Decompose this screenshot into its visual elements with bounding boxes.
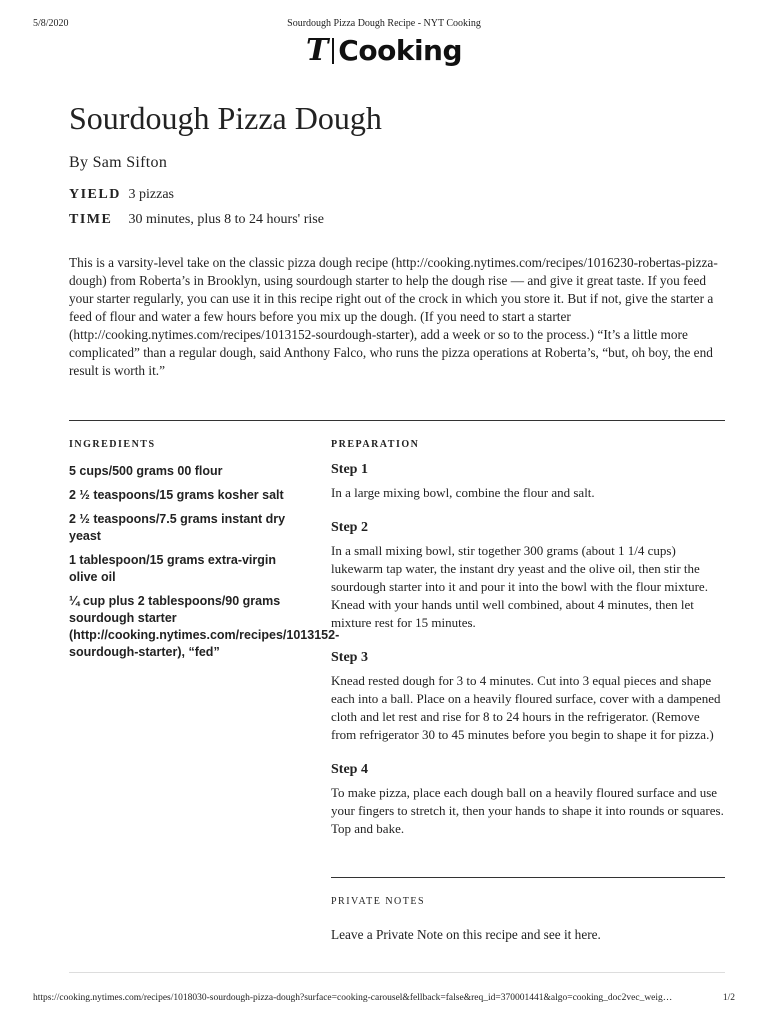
recipe-time	[69, 212, 324, 228]
footer-divider	[69, 972, 725, 973]
step-text: In a small mixing bowl, stir together 300 grams (about 1 1/4 cups) lukewarm tap water, the instant dry yeast and the olive oil, then stir the sourdough starter into it and pour it into the bowl with the flour mixture. Knead with your hands until well combined, about 4 minutes, then let mixture rest for 15 minutes.	[331, 543, 708, 630]
time-label: TIME	[69, 212, 113, 227]
preparation-heading: PREPARATION	[331, 439, 420, 450]
ingredients-list	[69, 463, 340, 668]
recipe-title: Sourdough Pizza Dough	[69, 100, 382, 136]
notes-divider	[331, 877, 725, 878]
ingredient-item-starter-link[interactable]: ¼ cup plus 2 tablespoons/90 grams sourdough starter (http://cooking.nytimes.com/recipes/1013152-sourdough-starter), “fed”	[69, 594, 340, 659]
yield-label: YIELD	[69, 187, 121, 202]
ingredients-heading: INGREDIENTS	[69, 439, 156, 450]
ingredient-item: 1 tablespoon/15 grams extra-virgin olive oil	[69, 553, 277, 584]
print-date: 5/8/2020	[33, 18, 69, 29]
yield-value: 3 pizzas	[128, 187, 174, 202]
print-header	[33, 18, 735, 32]
step-label: Step 2	[331, 520, 368, 535]
step-text: To make pizza, place each dough ball on a heavily floured surface and use your fingers to stretch it, then your hands to shape it into rounds or squares. Top and bake.	[331, 785, 724, 836]
recipe-byline: By Sam Sifton	[69, 154, 168, 171]
print-page-number: 1/2	[722, 993, 735, 1003]
recipe-intro: This is a varsity-level take on the classic pizza dough recipe (http://cooking.nytimes.com/recipes/1016230-robertas-pizza-dough) from Roberta’s in Brooklyn, using sourdough starter to help the dough rise — and give it great taste. If you feed your starter regularly, you can use it in this recipe right out of the crock in which you store it. But if not, give the starter a feed of flour and water a few hours before you mix up the dough. (If you need to start a starter (http://cooking.nytimes.com/recipes/1013152-sourdough-starter), add a week or so to the process.) “It’s a little more complicated” than a regular dough, said Anthony Falco, who runs the pizza operations at Roberta’s, “but, oh boy, the end result is worth it.”	[69, 255, 718, 378]
private-notes-text[interactable]: Leave a Private Note on this recipe and see it here.	[331, 927, 601, 942]
step-label: Step 4	[331, 762, 368, 777]
recipe-yield	[69, 187, 174, 203]
step-text: Knead rested dough for 3 to 4 minutes. Cut into 3 equal pieces and shape each into a ball. Place on a heavily floured surface, cover with a dampened cloth and let rest and rise for 8 to 24 hours in the refrigerator. (Remove from refrigerator 30 to 45 minutes before you begin to shape it for pizza.)	[331, 673, 721, 742]
brand-name: Cooking	[338, 34, 463, 67]
print-footer-url: https://cooking.nytimes.com/recipes/1018030-sourdough-pizza-dough?surface=cooking-carousel&fellback=false&req_id=370001441&algo=cooking_doc2vec_weig…	[33, 993, 673, 1003]
nyt-t-logo-icon: T	[305, 33, 329, 68]
time-value: 30 minutes, plus 8 to 24 hours' rise	[128, 212, 324, 227]
step-label: Step 1	[331, 462, 368, 477]
brand-divider	[332, 38, 334, 64]
ingredient-item: 5 cups/500 grams 00 flour	[69, 464, 223, 478]
ingredient-item: 2 ½ teaspoons/7.5 grams instant dry yeast	[69, 512, 286, 543]
brand-logo[interactable]	[0, 34, 768, 68]
section-divider	[69, 420, 725, 421]
private-notes-heading: PRIVATE NOTES	[331, 896, 426, 907]
step-text: In a large mixing bowl, combine the flour and salt.	[331, 485, 595, 500]
preparation-steps	[331, 462, 727, 856]
ingredient-item: 2 ½ teaspoons/15 grams kosher salt	[69, 488, 284, 502]
step-label: Step 3	[331, 650, 368, 665]
print-page-title: Sourdough Pizza Dough Recipe - NYT Cooking	[287, 18, 481, 29]
